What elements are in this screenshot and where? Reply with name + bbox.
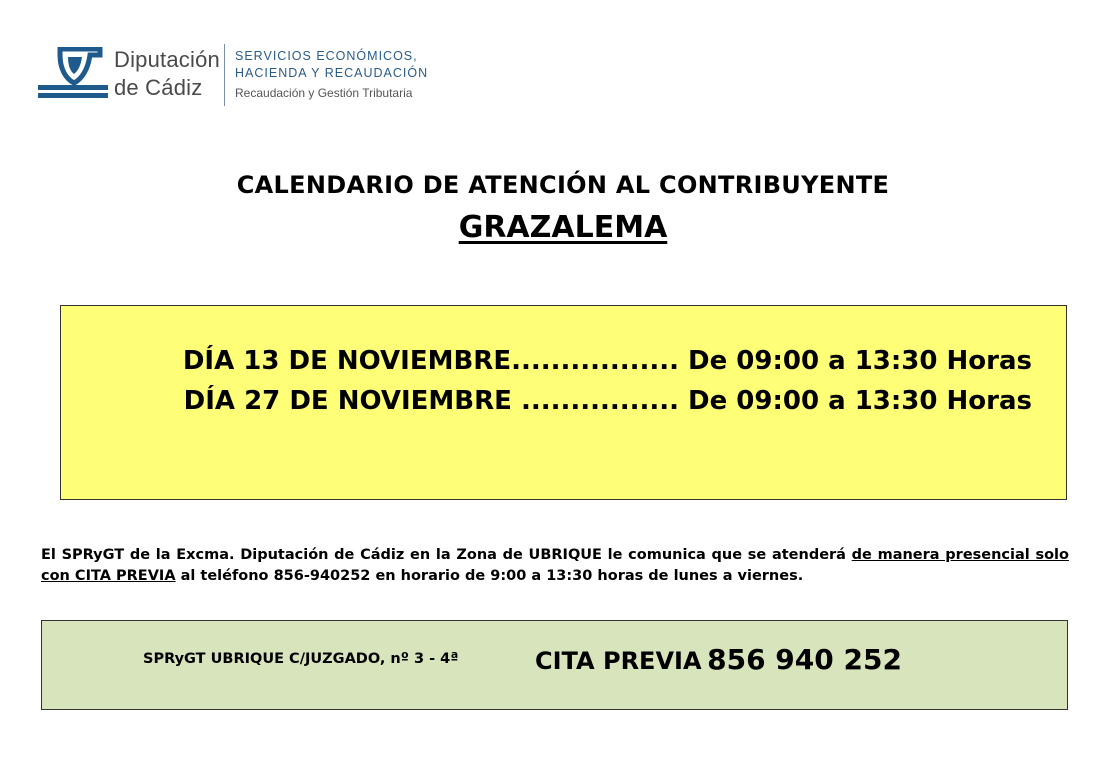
page-header [38, 44, 458, 108]
org-name-line1: Diputación [114, 47, 220, 72]
cita-previa-number: 856 940 252 [707, 643, 902, 676]
schedule-box [60, 305, 1067, 500]
diputacion-logo-icon [38, 47, 108, 103]
notice-text-1: El SPRyGT de la Excma. Diputación de Cádiz en la Zona de UBRIQUE le comunica que se atenderá [41, 547, 852, 563]
office-address: SPRyGT UBRIQUE C/JUZGADO, nº 3 - 4ª [143, 651, 459, 667]
notice-text-2: al teléfono 856-940252 en horario de 9:00 a 13:30 horas de lunes a viernes. [175, 568, 804, 584]
notice-paragraph [41, 545, 1069, 587]
schedule-line-2: DÍA 27 DE NOVIEMBRE ................ De 09:00 a 13:30 Horas [183, 386, 1032, 416]
appointment-phone [535, 643, 902, 676]
header-divider [224, 44, 225, 106]
org-name-line2: de Cádiz [114, 75, 203, 100]
department-line1: SERVICIOS ECONÓMICOS, [235, 49, 418, 63]
org-name [114, 46, 220, 102]
cita-previa-label: CITA PREVIA [535, 647, 702, 675]
town-name-text: GRAZALEMA [458, 210, 668, 245]
notice-underlined-text: de manera presencial solo con CITA PREVIA [41, 547, 1069, 584]
department-name [235, 48, 428, 82]
department-line2: HACIENDA Y RECAUDACIÓN [235, 66, 429, 80]
appointment-box [41, 620, 1068, 710]
town-name [0, 210, 1106, 245]
schedule-line-1: DÍA 13 DE NOVIEMBRE................. De 09:00 a 13:30 Horas [182, 346, 1032, 376]
department-subtitle: Recaudación y Gestión Tributaria [235, 86, 413, 100]
page-title: CALENDARIO DE ATENCIÓN AL CONTRIBUYENTE [236, 171, 890, 199]
